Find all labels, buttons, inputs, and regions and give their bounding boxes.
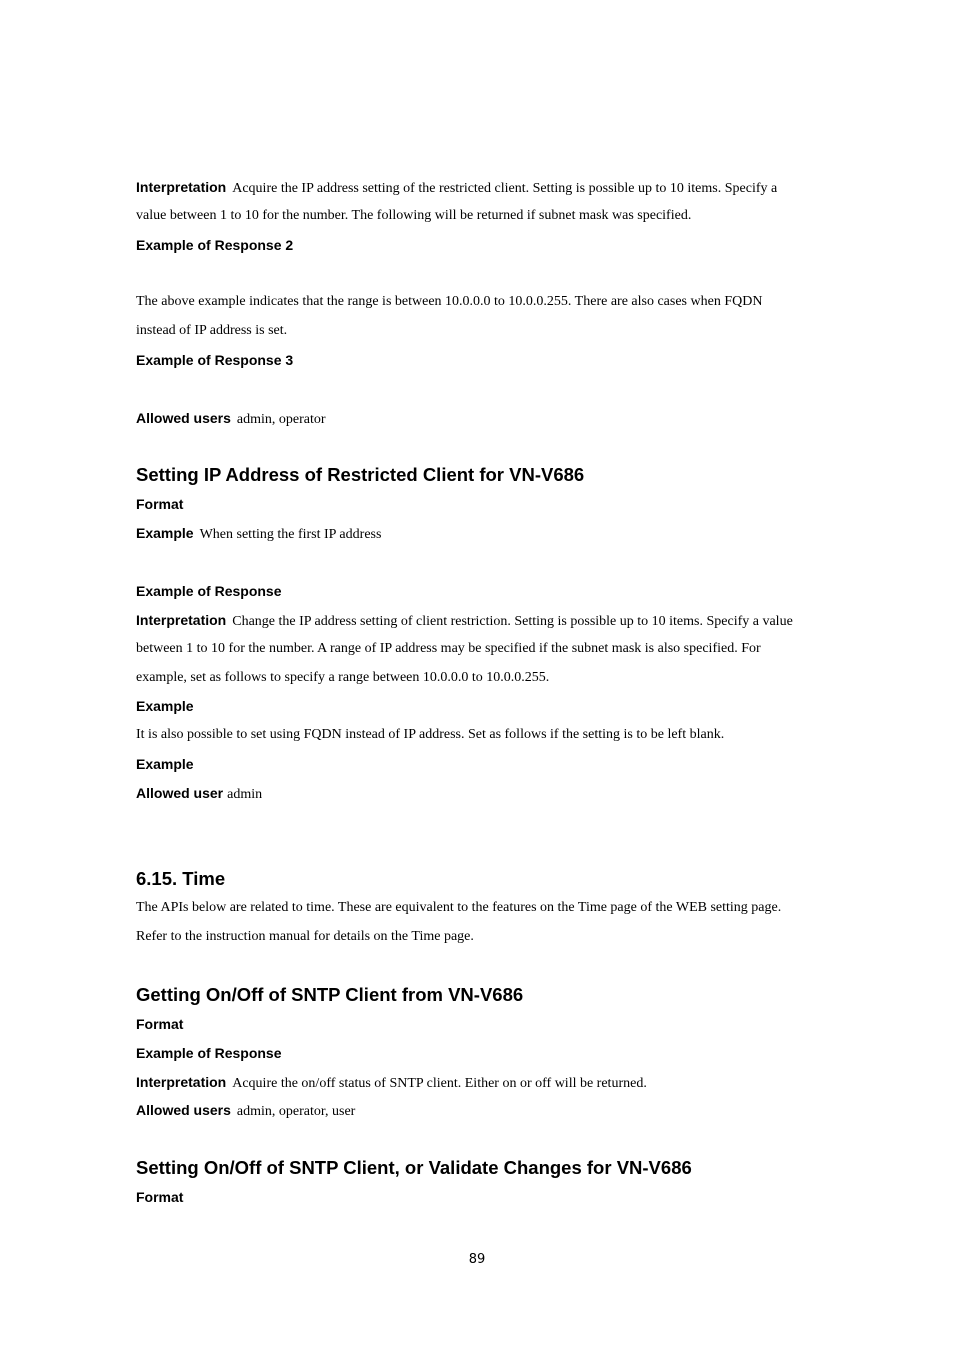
format-label: Format: [136, 496, 184, 512]
interpretation-paragraph-2: [136, 610, 793, 632]
example-response-2-label: Example of Response 2: [136, 237, 294, 253]
example-row: [136, 523, 381, 545]
interpretation-label: Interpretation: [136, 179, 227, 195]
page-number: 89: [468, 1252, 486, 1267]
example-response-label: Example of Response: [136, 583, 282, 599]
interpretation-text-2: Change the IP address setting of client restriction. Setting is possible up to 10 items. Specify a value: [232, 614, 793, 629]
time-intro-line1: The APIs below are related to time. These are equivalent to the features on the Time page of the WEB setting page.: [136, 900, 782, 915]
allowed-users-row-2: [136, 1100, 355, 1122]
allowed-users-label: Allowed users: [136, 410, 231, 426]
interpretation-2-line2: between 1 to 10 for the number. A range of IP address may be specified if the subnet mask is also specified. For: [136, 641, 761, 656]
range-text-line2: instead of IP address is set.: [136, 323, 288, 338]
allowed-user-label: Allowed user: [136, 785, 224, 801]
example-label: Example: [136, 525, 194, 541]
section-heading-time: 6.15. Time: [136, 868, 226, 889]
allowed-users-label-2: Allowed users: [136, 1102, 231, 1118]
section-heading-set-sntp: Setting On/Off of SNTP Client, or Validate Changes for VN-V686: [136, 1157, 692, 1178]
interpretation-paragraph-3: [136, 1072, 647, 1094]
section-heading-get-sntp: Getting On/Off of SNTP Client from VN-V686: [136, 984, 524, 1005]
interpretation-text: Acquire the IP address setting of the restricted client. Setting is possible up to 10 items. Specify a: [232, 181, 778, 196]
interpretation-paragraph: [136, 177, 777, 199]
format-label-2: Format: [136, 1016, 184, 1032]
interpretation-2-line3: example, set as follows to specify a range between 10.0.0.0 to 10.0.0.255.: [136, 670, 550, 685]
example-label-3: Example: [136, 756, 194, 772]
allowed-users-value: admin, operator: [236, 412, 326, 427]
fqdn-text: It is also possible to set using FQDN instead of IP address. Set as follows if the setting is to be left blank.: [136, 727, 725, 742]
interpretation-text-line2: value between 1 to 10 for the number. The following will be returned if subnet mask was specified.: [136, 208, 692, 223]
allowed-user-value: admin: [227, 787, 263, 802]
example-label-2: Example: [136, 698, 194, 714]
example-value: When setting the first IP address: [199, 527, 382, 542]
interpretation-label-2: Interpretation: [136, 612, 227, 628]
allowed-user-row: [136, 783, 262, 805]
example-response-3-label: Example of Response 3: [136, 352, 294, 368]
interpretation-label-3: Interpretation: [136, 1074, 227, 1090]
interpretation-text-3: Acquire the on/off status of SNTP client. Either on or off will be returned.: [232, 1076, 647, 1091]
format-label-3: Format: [136, 1189, 184, 1205]
time-intro-line2: Refer to the instruction manual for details on the Time page.: [136, 929, 474, 944]
range-text-line1: The above example indicates that the range is between 10.0.0.0 to 10.0.0.255. There are also cases when FQDN: [136, 294, 763, 309]
allowed-users-row: [136, 408, 326, 430]
section-heading-set-ip: Setting IP Address of Restricted Client for VN-V686: [136, 464, 585, 485]
allowed-users-value-2: admin, operator, user: [236, 1104, 356, 1119]
example-response-label-2: Example of Response: [136, 1045, 282, 1061]
